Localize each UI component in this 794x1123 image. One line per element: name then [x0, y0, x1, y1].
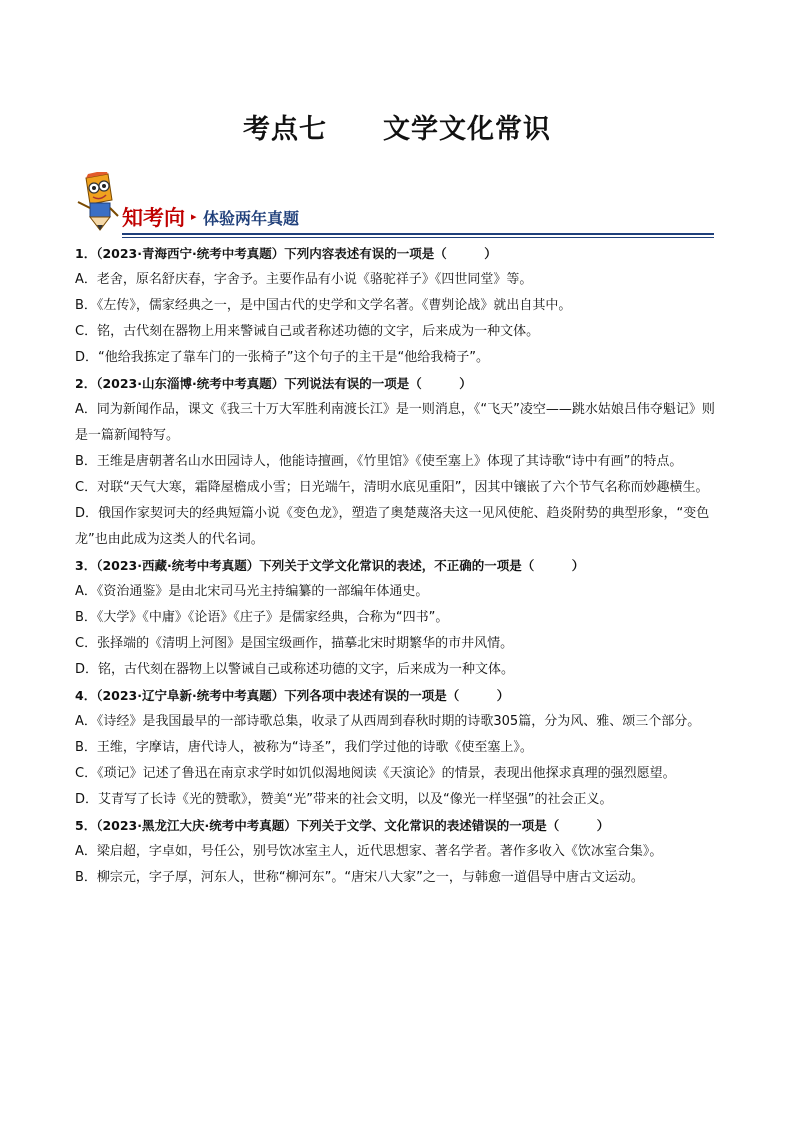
option-c: C．《琐记》记述了鲁迅在南京求学时如饥似渴地阅读《天演论》的情景，表现出他探求真理的强烈愿望。 — [75, 766, 676, 781]
banner-title: 知考向 — [122, 205, 185, 230]
question-5 — [75, 813, 725, 891]
option-d: D．俄国作家契诃夫的经典短篇小说《变色龙》，塑造了奥楚蔑洛夫这一见风使舵、趋炎附势的典型形象，“变色龙”也由此成为这类人的代名词。 — [75, 506, 710, 547]
option-b: B．《左传》，儒家经典之一，是中国古代的史学和文学名著。《曹刿论战》就出自其中。 — [75, 298, 572, 313]
question-4 — [75, 683, 725, 813]
option-c: C．对联“天气大寒，霜降屋檐成小雪；日光端午，清明水底见重阳”，因其中镶嵌了六个节气名称而妙趣横生。 — [75, 480, 709, 495]
option-d: D．“他给我拣定了靠车门的一张椅子”这个句子的主干是“他给我椅子”。 — [75, 350, 489, 365]
option-a: A．老舍，原名舒庆春，字舍予。主要作品有小说《骆驼祥子》《四世同堂》等。 — [75, 272, 533, 287]
option-b: B．柳宗元，字子厚，河东人，世称“柳河东”。“唐宋八大家”之一，与韩愈一道倡导中唐古文运动。 — [75, 870, 644, 885]
question-stem: 4．（2023·辽宁阜新·统考中考真题）下列各项中表述有误的一项是（ ） — [75, 688, 510, 703]
question-stem: 5．（2023·黑龙江大庆·统考中考真题）下列关于文学、文化常识的表述错误的一项是（ ） — [75, 818, 610, 833]
option-a: A．同为新闻作品，课文《我三十万大军胜利南渡长江》是一则消息，《“飞天”凌空——跳水姑娘吕伟夺魁记》则是一篇新闻特写。 — [75, 402, 715, 443]
question-1 — [75, 241, 725, 371]
banner-arrow-icon: ▸ — [191, 210, 197, 223]
option-b: B．王维，字摩诘，唐代诗人，被称为“诗圣”，我们学过他的诗歌《使至塞上》。 — [75, 740, 533, 755]
option-c: C．铭，古代刻在器物上用来警诫自己或者称述功德的文字，后来成为一种文体。 — [75, 324, 540, 339]
question-2 — [75, 371, 725, 553]
pencil-mascot-icon — [72, 172, 122, 232]
question-3 — [75, 553, 725, 683]
section-banner — [72, 172, 716, 238]
question-stem: 3．（2023·西藏·统考中考真题）下列关于文学文化常识的表述，不正确的一项是（ ） — [75, 558, 585, 573]
page-title: 考点七 文学文化常识 — [243, 114, 551, 145]
option-b: B．《大学》《中庸》《论语》《庄子》是儒家经典，合称为“四书”。 — [75, 610, 449, 625]
question-stem: 2．（2023·山东淄博·统考中考真题）下列说法有误的一项是（ ） — [75, 376, 472, 391]
question-stem: 1．（2023·青海西宁·统考中考真题）下列内容表述有误的一项是（ ） — [75, 246, 497, 261]
question-list — [75, 241, 725, 891]
banner-divider-thin — [122, 237, 714, 238]
option-a: A．《诗经》是我国最早的一部诗歌总集，收录了从西周到春秋时期的诗歌305篇，分为风、雅、颂三个部分。 — [75, 714, 701, 729]
option-d: D．铭，古代刻在器物上以警诫自己或称述功德的文字，后来成为一种文体。 — [75, 662, 515, 677]
option-a: A．《资治通鉴》是由北宋司马光主持编纂的一部编年体通史。 — [75, 584, 429, 599]
banner-subtitle: 体验两年真题 — [203, 209, 300, 228]
banner-divider — [122, 233, 714, 235]
option-c: C．张择端的《清明上河图》是国宝级画作，描摹北宋时期繁华的市井风情。 — [75, 636, 514, 651]
option-a: A．梁启超，字卓如，号任公，别号饮冰室主人，近代思想家、著名学者。著作多收入《饮冰室合集》。 — [75, 844, 663, 859]
option-b: B．王维是唐朝著名山水田园诗人，他能诗擅画，《竹里馆》《使至塞上》体现了其诗歌“诗中有画”的特点。 — [75, 454, 683, 469]
option-d: D．艾青写了长诗《光的赞歌》，赞美“光”带来的社会文明，以及“像光一样坚强”的社会正义。 — [75, 792, 613, 807]
